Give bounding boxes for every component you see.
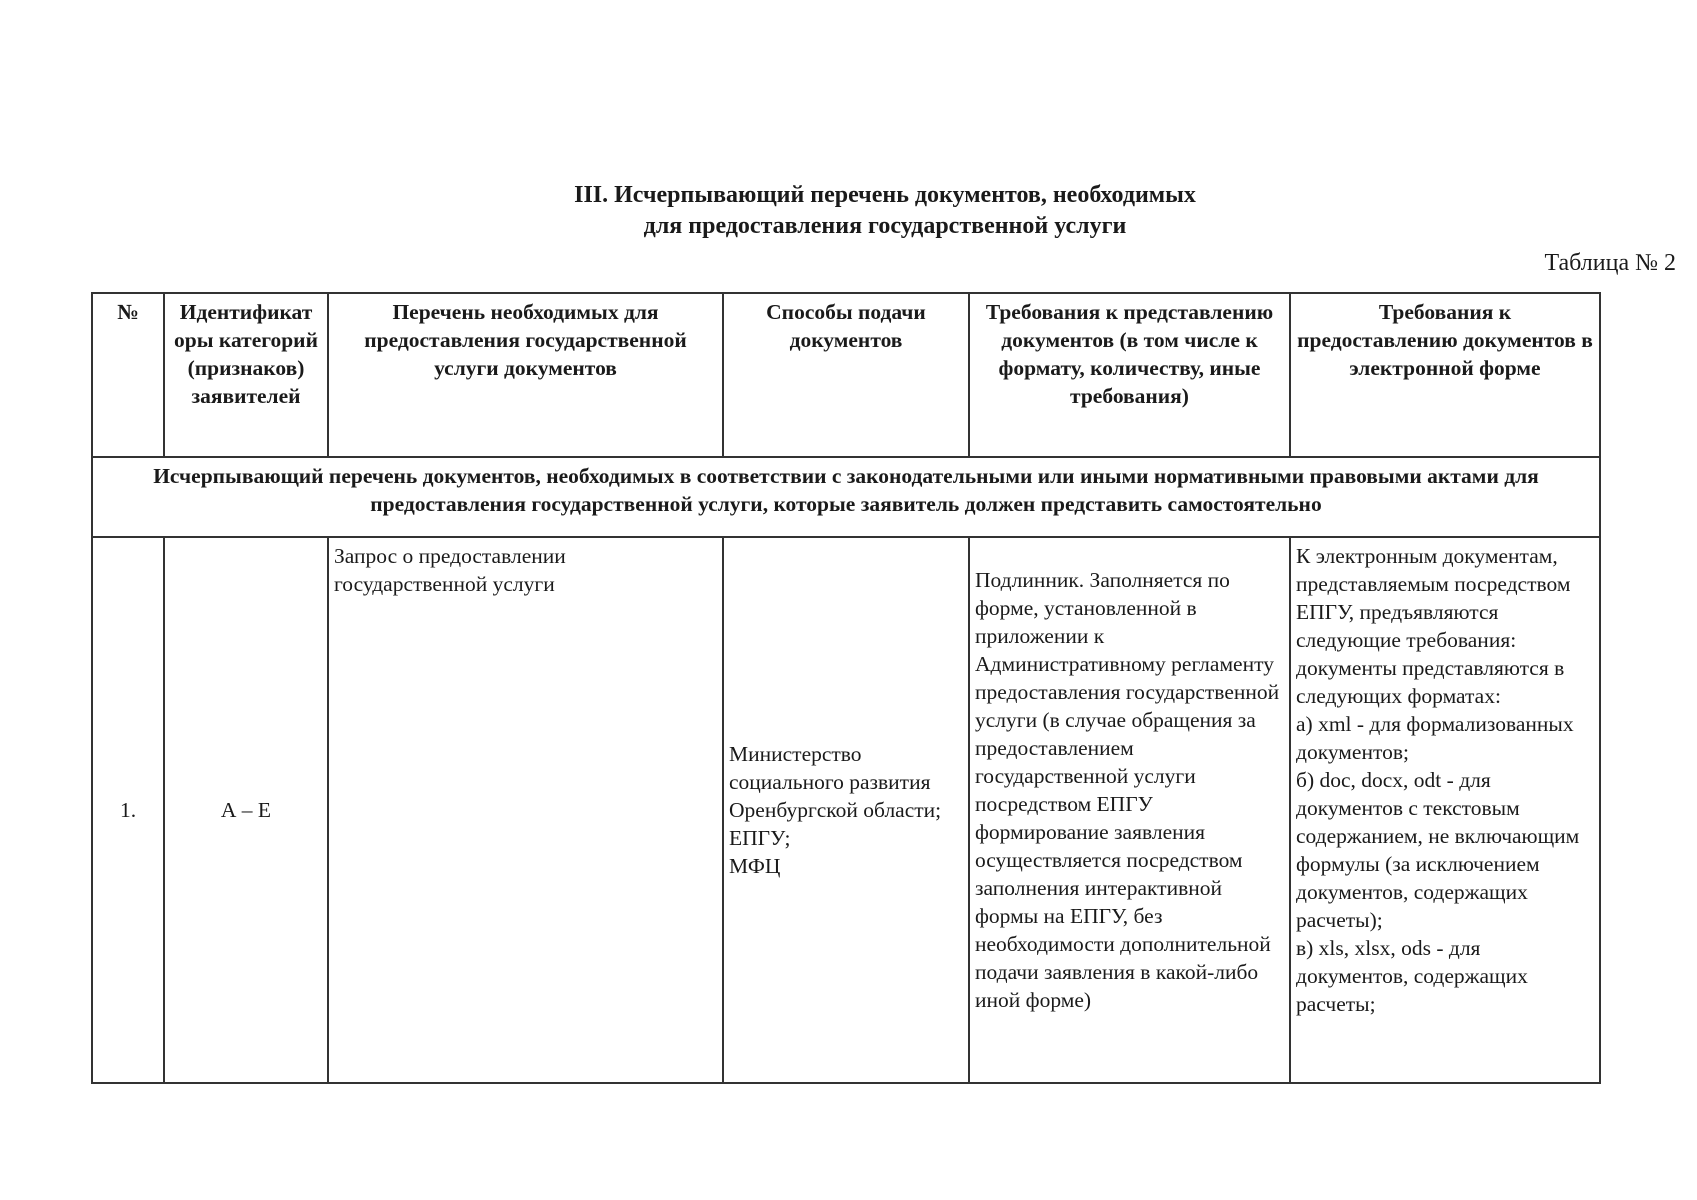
electronic-requirement: документы представляются в следующих форматах: [1296, 656, 1565, 708]
table-header-row [92, 293, 1600, 457]
electronic-requirement: в) xls, xlsx, ods - для документов, содержащих расчеты; [1296, 936, 1528, 1016]
section-title: Исчерпывающий перечень документов, необходимых в соответствии с законодательными или иными нормативными правовыми актами для предоставления государственной услуги, которые заявитель должен представить самостоятельно [92, 457, 1600, 537]
submission-method: ЕПГУ; [729, 826, 791, 850]
row-submission-methods [723, 537, 969, 1083]
electronic-requirement: К электронным документам, представляемым посредством ЕПГУ, предъявляются следующие требования: [1296, 544, 1571, 652]
row-number: 1. [92, 537, 164, 1083]
table-row [92, 537, 1600, 1083]
heading-line-1: III. Исчерпывающий перечень документов, необходимых [574, 182, 1196, 208]
electronic-requirement: б) doc, docx, odt - для документов с текстовым содержанием, не включающим формулы (за исключением документов, содержащих расчеты); [1296, 768, 1580, 932]
electronic-requirement: а) xml - для формализованных документов; [1296, 712, 1574, 764]
header-electronic-requirements: Требования к предоставлению документов в электронной форме [1290, 293, 1600, 457]
row-document: Запрос о предоставлении государственной услуги [328, 537, 723, 1083]
table-number: Таблица № 2 [1544, 250, 1676, 276]
header-documents: Перечень необходимых для предоставления государственной услуги документов [328, 293, 723, 457]
section-row [92, 457, 1600, 537]
submission-method: Министерство социального развития Оренбургской области; [729, 742, 942, 822]
row-requirements: Подлинник. Заполняется по форме, установленной в приложении к Административному регламенту предоставления государственной услуги (в случае обращения за предоставлением государственной услуги посредством ЕПГУ формирование заявления осуществляется посредством заполнения интерактивной формы на ЕПГУ, без необходимости дополнительной подачи заявления в какой-либо иной форме) [969, 537, 1290, 1083]
heading-line-2: для предоставления государственной услуги [643, 213, 1127, 239]
header-number: № [92, 293, 164, 457]
header-identifiers: Идентификат оры категорий (признаков) заявителей [164, 293, 328, 457]
header-submission-methods: Способы подачи документов [723, 293, 969, 457]
row-identifiers: А – Е [164, 537, 328, 1083]
page-heading [0, 180, 1697, 242]
header-requirements: Требования к представлению документов (в том числе к формату, количеству, иные требования) [969, 293, 1290, 457]
row-electronic-requirements [1290, 537, 1600, 1083]
documents-table [91, 292, 1601, 1084]
submission-method: МФЦ [729, 854, 781, 878]
